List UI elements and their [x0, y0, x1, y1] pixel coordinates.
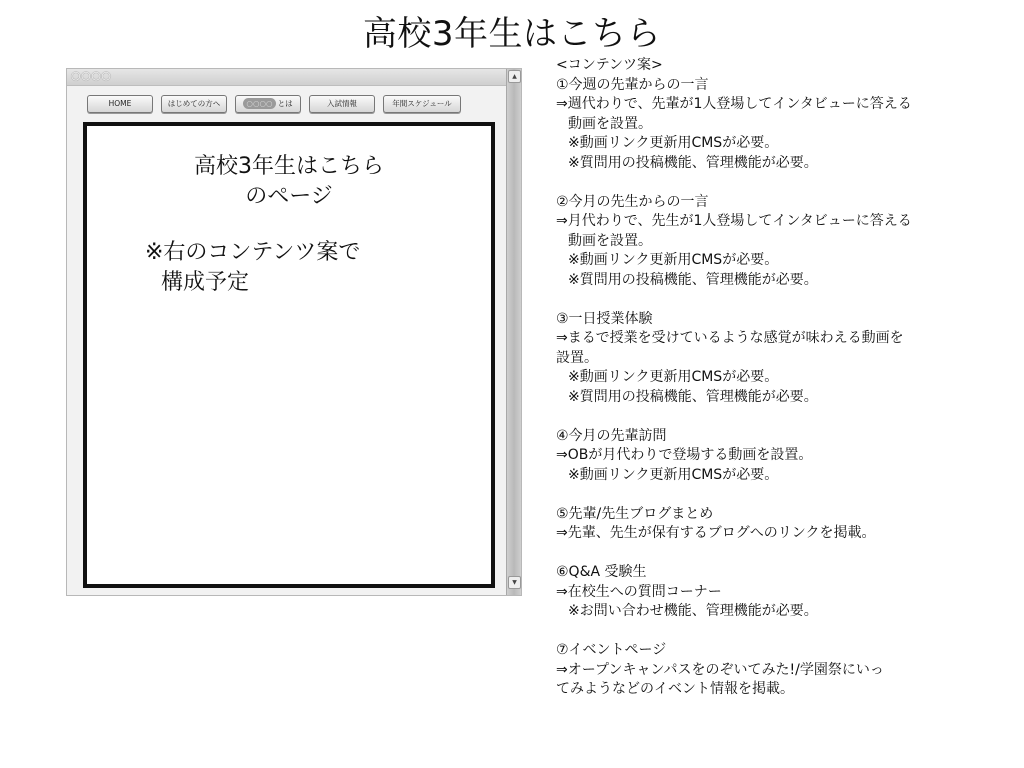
section-title: ④今月の先輩訪問: [556, 427, 667, 444]
about-logo: ○○○○: [243, 98, 275, 109]
notes-section: [556, 76, 976, 174]
notes-section: [556, 641, 976, 700]
browser-titlebar: [67, 69, 507, 86]
vertical-scrollbar[interactable]: [506, 69, 521, 595]
notes-sections: [556, 76, 976, 700]
section-title: ①今週の先輩からの一言: [556, 76, 709, 93]
section-line: ⇒週代わりで、先輩が1人登場してインタビューに答える: [556, 96, 912, 112]
section-line: ※動画リンク更新用CMSが必要。: [568, 466, 779, 483]
section-line: ※質問用の投稿機能、管理機能が必要。: [568, 154, 818, 171]
section-line: ※質問用の投稿機能、管理機能が必要。: [568, 271, 818, 288]
nav-beginners-button[interactable]: はじめての方へ: [161, 95, 227, 113]
section-line: ※動画リンク更新用CMSが必要。: [568, 135, 779, 151]
section-title: ⑦イベントページ: [556, 642, 667, 658]
nav-about-button[interactable]: [235, 95, 301, 113]
notes-section: [556, 310, 976, 408]
section-title: ②今月の先生からの一言: [556, 193, 709, 210]
section-title: ⑥Q&A 受験生: [556, 564, 647, 580]
section-line: ⇒OBが月代わりで登場する動画を設置。: [556, 447, 813, 463]
site-logo: ○○○○: [71, 69, 112, 82]
content-heading: [87, 152, 491, 212]
content-plan-notes: [556, 56, 976, 719]
section-line: ※動画リンク更新用CMSが必要。: [568, 369, 779, 385]
section-line: ⇒オープンキャンパスをのぞいてみた!/学園祭にいっ: [556, 661, 884, 678]
section-title: ③一日授業体験: [556, 310, 653, 327]
notes-section: [556, 505, 976, 544]
notes-section: [556, 427, 976, 486]
section-line: ⇒在校生への質問コーナー: [556, 583, 722, 600]
site-navbar: [87, 95, 461, 113]
section-line: 設置。: [556, 349, 598, 366]
nav-about-label: とは: [277, 99, 293, 108]
nav-admissions-button[interactable]: 入試情報: [309, 95, 375, 113]
slide-title: 高校3年生はこちら: [362, 14, 662, 54]
section-line: ⇒まるで授業を受けているような感覚が味わえる動画を: [556, 330, 904, 346]
content-heading-line2: のページ: [245, 184, 333, 209]
browser-mockup: [66, 68, 522, 596]
section-line: 動画を設置。: [568, 115, 652, 132]
section-line: ⇒先輩、先生が保有するブログへのリンクを掲載。: [556, 525, 876, 541]
content-note-line2: 構成予定: [161, 270, 250, 295]
content-note: [145, 238, 360, 298]
scroll-up-arrow-icon[interactable]: ▲: [508, 70, 521, 83]
content-heading-line1: 高校3年生はこちら: [194, 154, 384, 179]
main-content-area: [83, 122, 495, 588]
scroll-down-arrow-icon[interactable]: ▼: [508, 576, 521, 589]
section-line: てみようなどのイベント情報を掲載。: [556, 681, 794, 697]
section-line: ※質問用の投稿機能、管理機能が必要。: [568, 388, 818, 405]
nav-home-button[interactable]: HOME: [87, 95, 153, 113]
section-line: ※お問い合わせ機能、管理機能が必要。: [568, 603, 818, 619]
notes-heading: <コンテンツ案>: [556, 57, 663, 73]
section-line: 動画を設置。: [568, 232, 652, 249]
content-note-line1: ※右のコンテンツ案で: [145, 240, 361, 265]
section-title: ⑤先輩/先生ブログまとめ: [556, 505, 714, 522]
nav-annual-schedule-button[interactable]: 年間スケジュール: [383, 95, 461, 113]
section-line: ※動画リンク更新用CMSが必要。: [568, 252, 779, 268]
notes-section: [556, 563, 976, 622]
section-line: ⇒月代わりで、先生が1人登場してインタビューに答える: [556, 213, 912, 229]
notes-section: [556, 193, 976, 291]
